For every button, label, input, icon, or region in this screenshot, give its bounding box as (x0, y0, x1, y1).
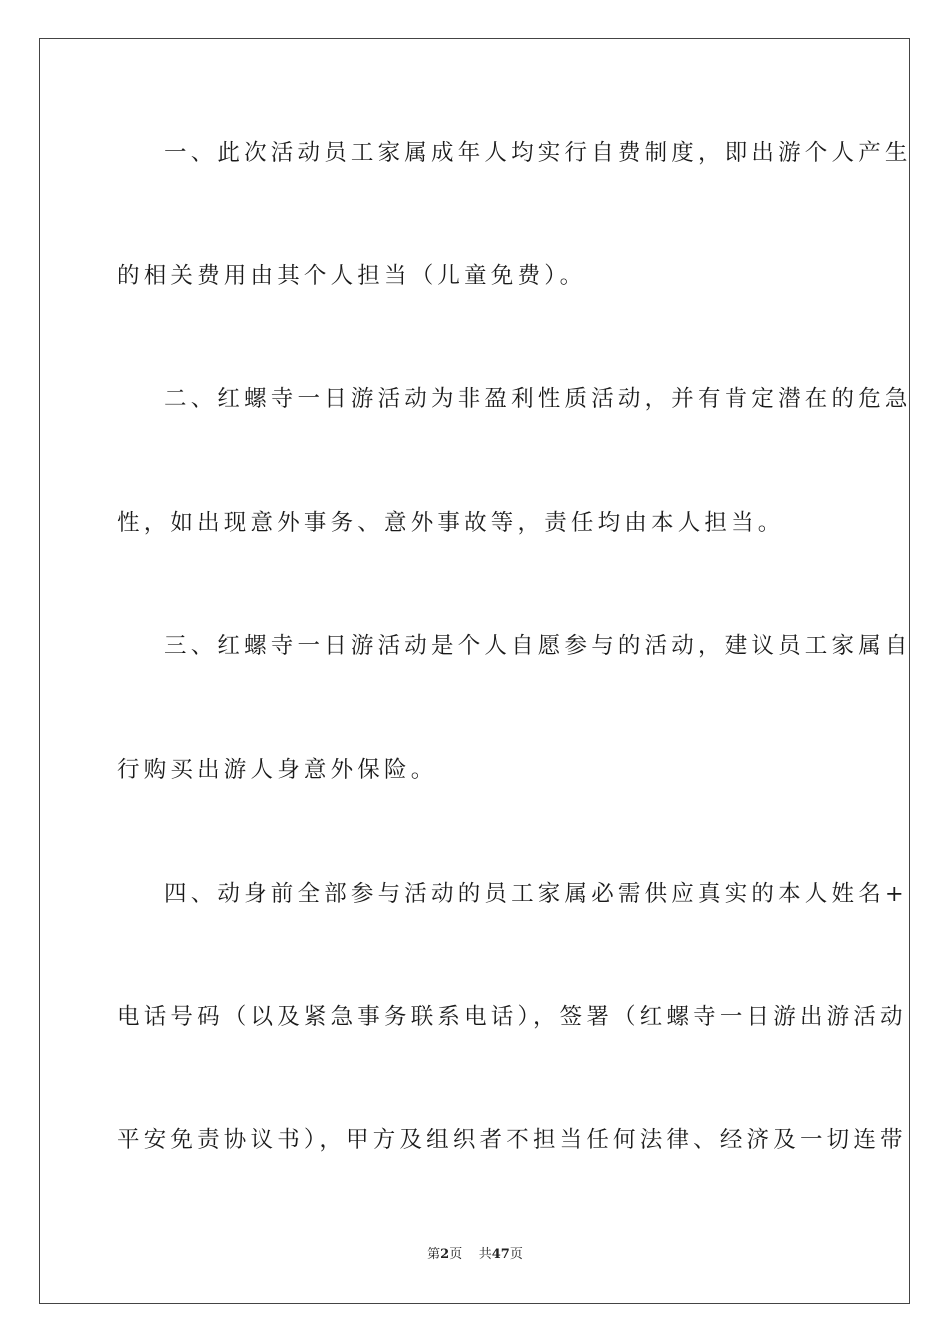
page-footer (0, 1246, 950, 1264)
paragraph-1-line-1: 一、此次活动员工家属成年人均实行自费制度，即出游个人产生 (164, 140, 912, 166)
footer-page-prefix: 第 (427, 1247, 441, 1262)
footer-total-suffix: 页 (509, 1247, 523, 1262)
paragraph-4-line-2: 电话号码（以及紧急事务联系电话），签署（红螺寺一日游出游活动 (117, 1004, 907, 1030)
page-border (39, 38, 910, 1304)
paragraph-2-line-2: 性，如出现意外事务、意外事故等，责任均由本人担当。 (117, 510, 785, 536)
footer-page-number: 2 (440, 1247, 450, 1262)
paragraph-4-line-3: 平安免责协议书），甲方及组织者不担当任何法律、经济及一切连带 (117, 1127, 907, 1153)
footer-total-pages: 47 (491, 1247, 510, 1262)
paragraph-4-line-1: 四、动身前全部参与活动的员工家属必需供应真实的本人姓名+ (164, 881, 908, 907)
paragraph-3-line-1: 三、红螺寺一日游活动是个人自愿参与的活动，建议员工家属自 (164, 633, 912, 659)
paragraph-1-line-2: 的相关费用由其个人担当（儿童免费）。 (117, 263, 587, 289)
footer-total-prefix: 共 (478, 1247, 492, 1262)
paragraph-2-line-1: 二、红螺寺一日游活动为非盈利性质活动，并有肯定潜在的危急 (164, 386, 912, 412)
paragraph-3-line-2: 行购买出游人身意外保险。 (117, 757, 438, 783)
footer-page-suffix: 页 (449, 1247, 463, 1262)
